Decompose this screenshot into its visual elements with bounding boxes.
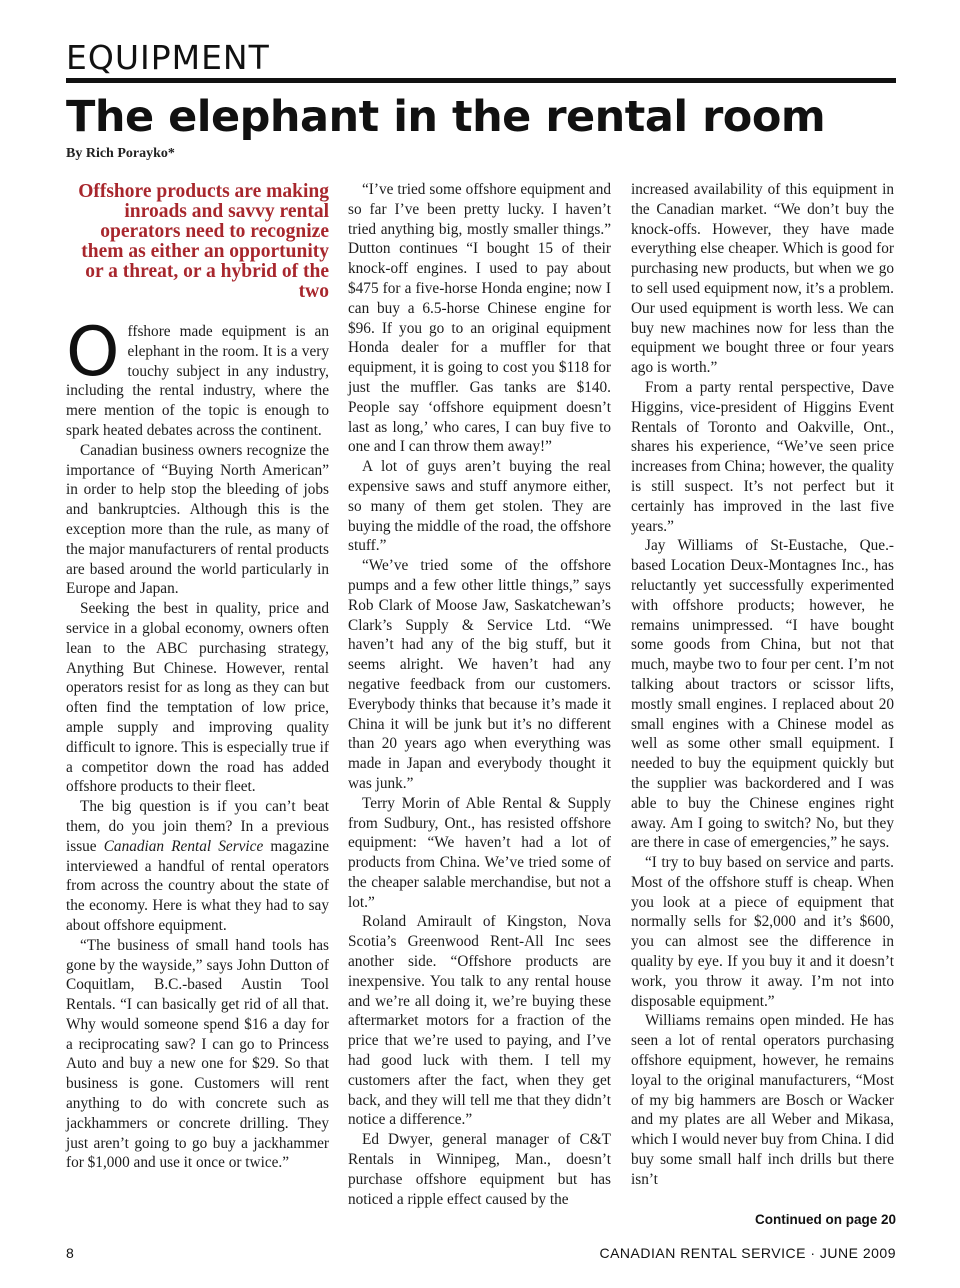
paragraph: “I’ve tried some offshore equipment and so far I’ve been pretty lucky. I haven’t tried anything big, mostly smaller things.” Dutton continues “I bought 15 of their knock-off engines. I used to pay about $475 for a five-horse Honda engine; now I can buy a 6.5-horse Chinese engine for $96. If you go to an original equipment Honda dealer for a muffler for that equipment, it is going to cost you $118 for just the muffler. Gas tanks are $140. People say ‘offshore equipment doesn’t last as long,’ who cares, I can buy five to one and I can throw them away!” — [348, 181, 611, 456]
article-deck: Offshore products are making inroads and savvy rental operators need to recognize them as either an opportunity or a threat, or a hybrid of the two — [78, 181, 329, 302]
paragraph: Seeking the best in quality, price and service in a global economy, owners often lean to the ABC purchasing strategy, Anything But Chinese. However, rental operators resist for as long as they can but often find the temptation of low price, ample supply and improving quality difficult to ignore. This is especially true if a competitor down the road has added offshore products to their fleet. — [66, 600, 329, 796]
magazine-title: Canadian Rental Service — [103, 837, 264, 855]
paragraph: increased availability of this equipment in the Canadian market. “We don’t buy the knock-offs. However, they have made everything else cheaper. Which is good for purchasing new products, but when we go to sell used equipment now, it’s a problem. Our used equipment is worth less. We can buy new machines now for less than the equipment we bought three or four years ago is worth.” — [631, 181, 894, 377]
paragraph: Canadian business owners recognize the importance of “Buying North American” in order to help stop the bleeding of jobs and bankruptcies. Although this is the exception more than the rule, as many of the major manufacturers of rental products are based around the world particularly in Europe and Japan. — [66, 441, 329, 598]
paragraph: “The business of small hand tools has gone by the wayside,” says John Dutton of Coquitlam, B.C.-based Austin Tool Rentals. “I can basically get rid of all that. Why would someone spend $16 a day for a reciprocating saw? I can go to Princess Auto and buy a new one for $29. So that business is gone. Customers will rent anything to do with concrete such as jackhammers or concrete drilling. They just aren’t going to go buy a jackhammer for $1,000 and use it once or twice.” — [66, 936, 329, 1172]
opening-paragraph — [66, 313, 329, 441]
section-label: EQUIPMENT — [66, 38, 270, 77]
article-headline: The elephant in the rental room — [66, 92, 826, 142]
drop-cap: O — [66, 313, 120, 392]
article-column-2 — [348, 180, 611, 1209]
paragraph: From a party rental perspective, Dave Higgins, vice-president of Higgins Event Rentals of Toronto and Oakville, Ont., shares his experience, “We’ve seen price increases from China; however, the quality is still suspect. It’s not perfect but it certainly has improved in the last five years.” — [631, 378, 894, 535]
paragraph: Jay Williams of St-Eustache, Que.-based Location Deux-Montagnes Inc., has reluctantly yet successfully experimented with offshore products; however, he remains unimpressed. “I have bought some goods from China, but not that much, maybe two to four per cent. I’m not talking about tractors or scissor lifts, mostly small engines. I replaced about 20 small engines with a Chinese model as well as some other small equipment. I needed to buy the equipment quickly but the supplier was backordered and I was able to buy the Chinese engines right away. Am I going to switch? No, but they are there in case of emergencies,” he says. — [631, 537, 894, 852]
page-number: 8 — [66, 1245, 74, 1261]
section-rule — [66, 78, 896, 83]
continued-on-page: Continued on page 20 — [754, 1212, 896, 1227]
paragraph: Williams remains open minded. He has seen a lot of rental operators purchasing offshore equipment, however, he remains loyal to the original manufacturers, “Most of my big hammers are Bosch or Wacker and my plates are all Weber and Mikasa, which I would never buy from China. I did buy some small half inch drills but there isn’t — [631, 1012, 894, 1188]
article-column-3 — [631, 180, 894, 1190]
paragraph: “I try to buy based on service and parts. Most of the offshore stuff is cheap. When you look at a piece of equipment that normally sells for $2,000 and it’s $600, you can almost see the difference in quality by eye. If you buy it and it doesn’t work, you throw it away. I’m not into disposable equipment.” — [631, 854, 894, 1010]
paragraph-text: ffshore made equipment is an elephant in the room. It is a very touchy subject in any industry, including the rental industry, where the mere mention of the topic is enough to spark heated debates across the continent. — [66, 323, 329, 439]
paragraph: Terry Morin of Able Rental & Supply from Sudbury, Ont., has resisted offshore equipment: “We haven’t had a lot of products from China. We’ve tried some of the cheaper salable merchandise, but not a lot.” — [348, 794, 611, 911]
article-column-1 — [66, 180, 329, 1173]
paragraph: The big question is if you can’t beat them, do you join them? In a previous issue Canadian Rental Service magazine interviewed a handful of rental operators from across the country about the state of the economy. Here is what they had to say about offshore equipment. — [66, 798, 329, 934]
byline: By Rich Porayko* — [66, 146, 175, 161]
paragraph: “We’ve tried some of the offshore pumps and a few other little things,” says Rob Clark of Moose Jaw, Saskatchewan’s Clark’s Supply & Service Ltd. “We haven’t had any of the big stuff, but it seems alright. We haven’t had any negative feedback from our customers. Everybody thinks that because it’s made it China it will be junk but it’s no different than 20 years ago when everything was made in Japan and everybody thought it was junk.” — [348, 557, 611, 792]
publication-footer: CANADIAN RENTAL SERVICE · JUNE 2009 — [599, 1245, 896, 1261]
paragraph: Ed Dwyer, general manager of C&T Rentals in Winnipeg, Man., doesn’t purchase offshore equipment but has noticed a ripple effect caused by the — [348, 1131, 611, 1208]
paragraph: A lot of guys aren’t buying the real expensive saws and stuff anymore either, so many of them get stolen. They are buying the middle of the road, the offshore stuff.” — [348, 458, 611, 555]
paragraph: Roland Amirault of Kingston, Nova Scotia’s Greenwood Rent-All Inc sees another side. “Offshore products are inexpensive. You talk to any rental house and we’re all doing it, we’re buying these aftermarket motors for a fraction of the price that we’re used to paying, and I’ve had good luck with them. I tell my customers after the fact, when they get back, and they will tell me that they didn’t notice a difference.” — [348, 913, 611, 1129]
